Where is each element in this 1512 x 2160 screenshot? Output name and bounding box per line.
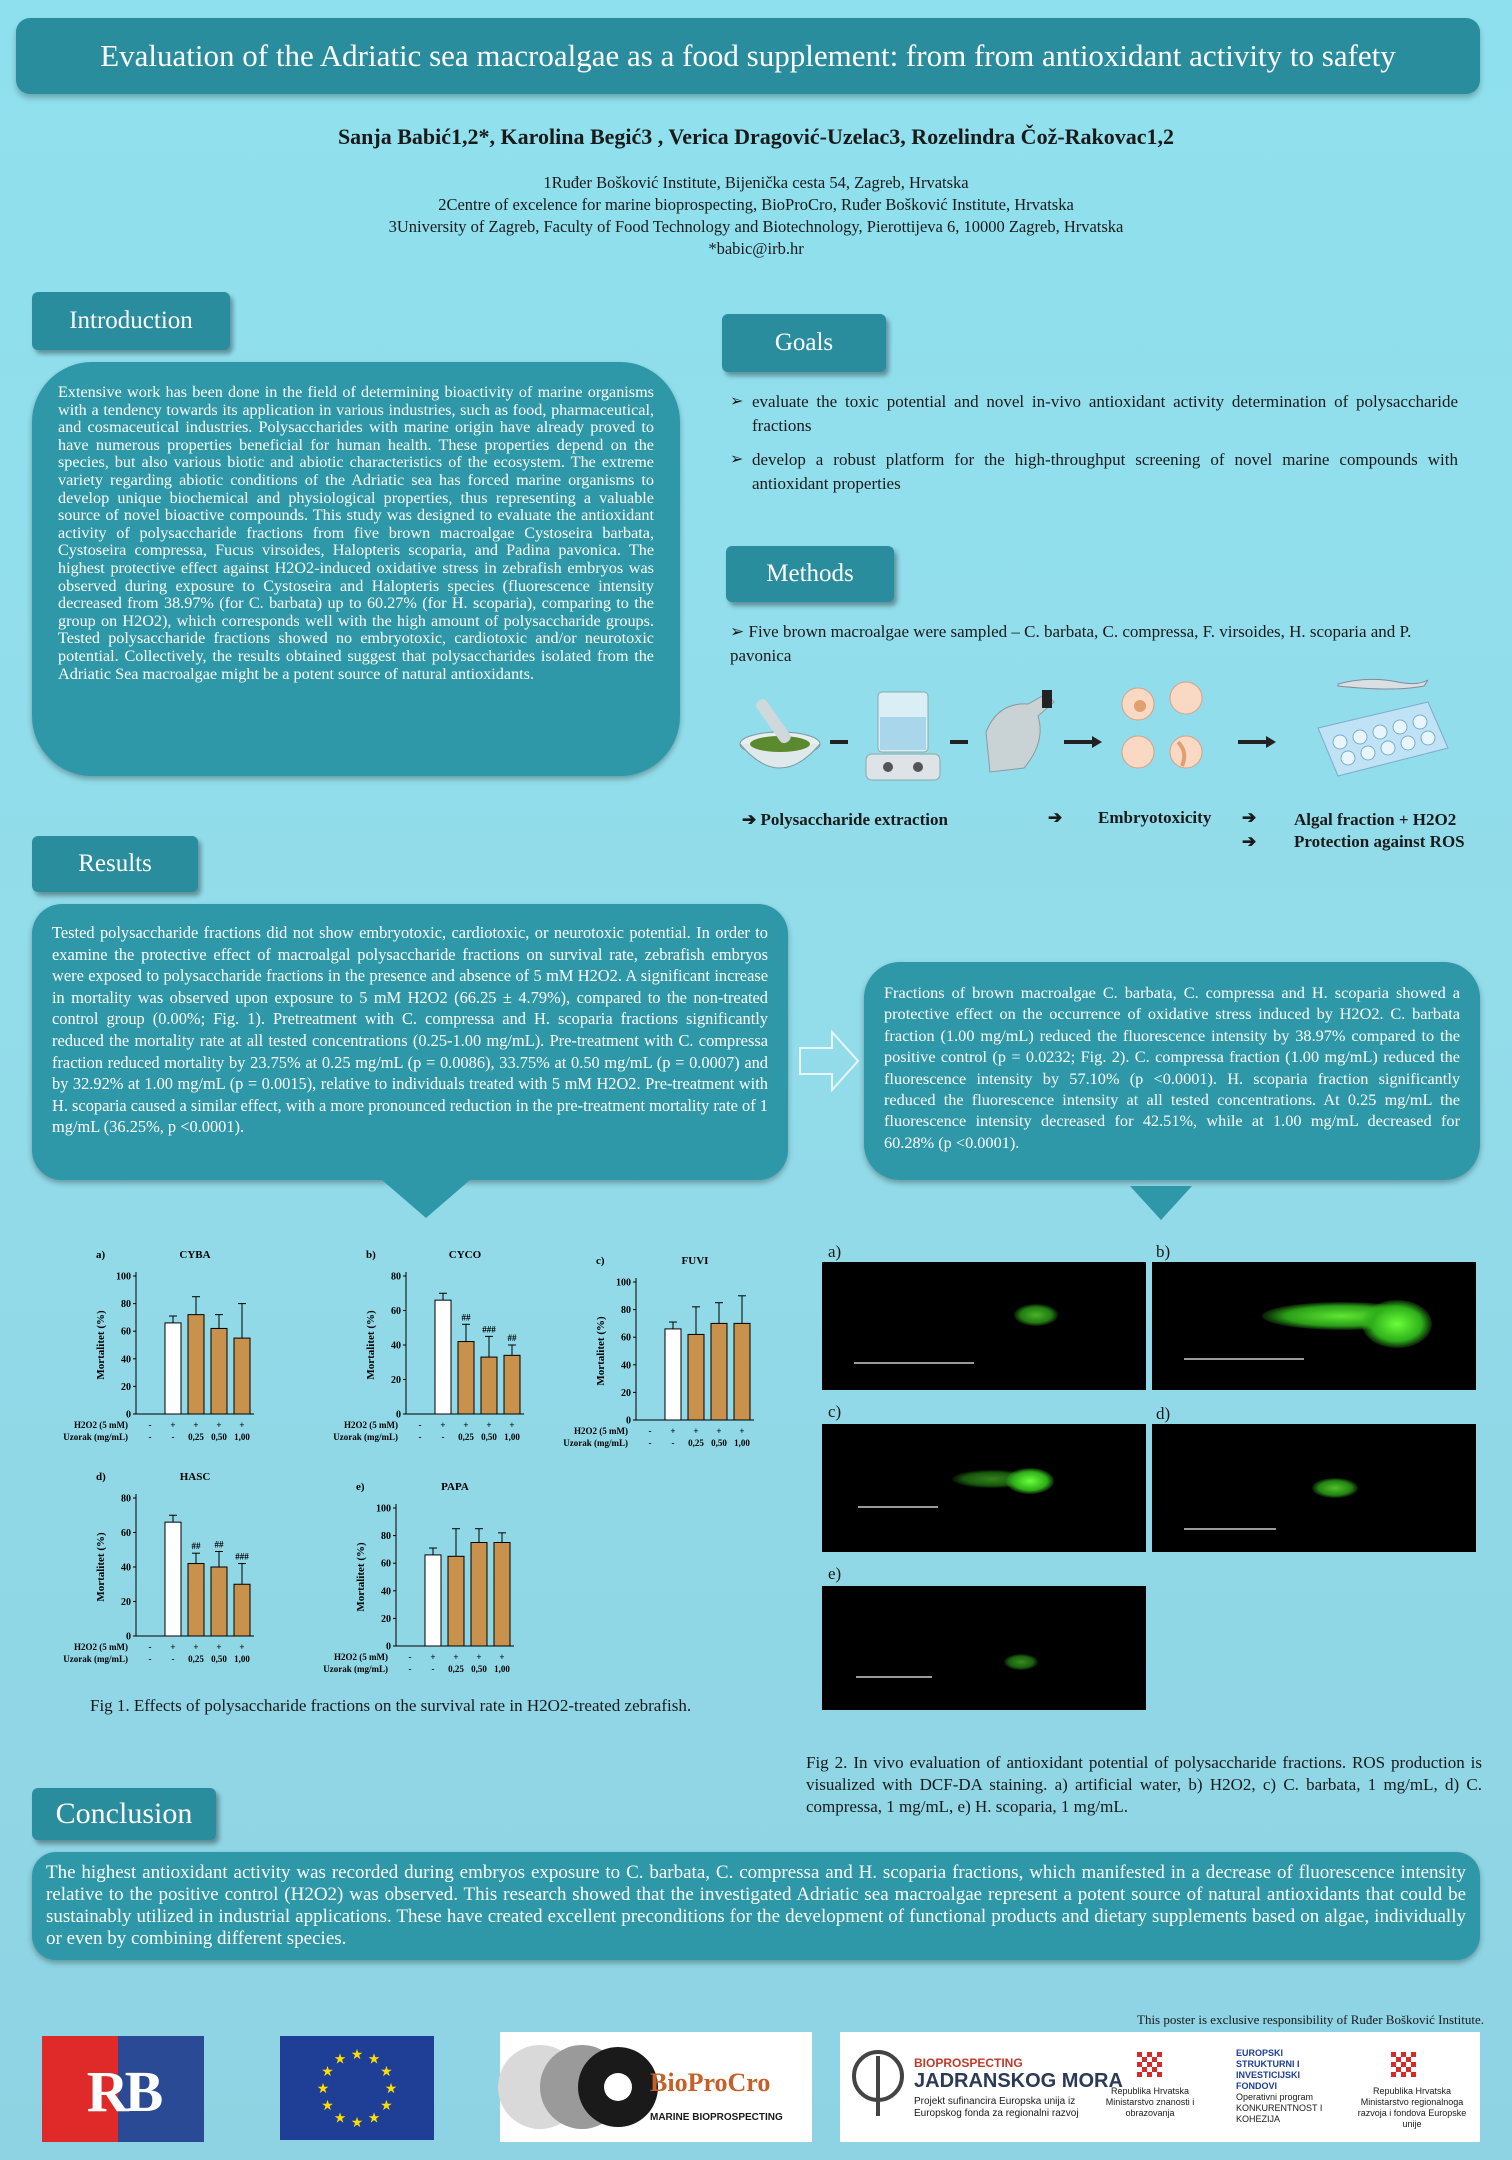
stirrer-icon (866, 692, 940, 780)
checker-square (1157, 2067, 1162, 2072)
eu-star-icon: ★ (380, 2099, 393, 2114)
significance-label: ## (191, 1541, 201, 1552)
right-arrow-icon (798, 1030, 860, 1092)
significance-label: ### (482, 1324, 496, 1335)
row2-value: 0,25 (458, 1432, 474, 1442)
row1-value: + (670, 1426, 676, 1436)
row2-value: 1,00 (504, 1432, 520, 1442)
fluorescence-signal (1006, 1468, 1054, 1494)
checker-square (1401, 2072, 1406, 2077)
row1-value: + (216, 1642, 222, 1652)
checker-square (1396, 2062, 1401, 2067)
row1-value: + (499, 1652, 505, 1662)
footer-note: This poster is exclusive responsibility of Ruđer Bošković Institute. (1137, 2012, 1484, 2027)
bar (471, 1543, 487, 1647)
conclusion-heading: Conclusion (32, 1788, 216, 1840)
fluorescence-signal (1004, 1654, 1038, 1670)
bar (425, 1555, 441, 1646)
checker-square (1137, 2072, 1142, 2077)
checker-square (1147, 2057, 1152, 2062)
y-tick-label: 60 (621, 1332, 631, 1344)
y-tick-label: 60 (381, 1558, 391, 1570)
checker-square (1396, 2057, 1401, 2062)
checker-square (1401, 2062, 1406, 2067)
y-tick-label: 80 (121, 1299, 131, 1311)
bar (734, 1323, 750, 1420)
affiliation-1: 1Ruđer Bošković Institute, Bijenička cesta 54, Zagreb, Hrvatska (543, 173, 969, 192)
esif-label: EUROPSKI STRUKTURNI I INVESTICIJSKI FONDOVI (1236, 2048, 1301, 2091)
checker-square (1401, 2057, 1406, 2062)
row1-value: + (170, 1420, 176, 1430)
y-tick-label: 0 (396, 1409, 401, 1421)
fig1-charts (40, 1236, 810, 1674)
row1-value: + (476, 1652, 482, 1662)
row2-value: 0,25 (188, 1654, 204, 1664)
row2-value: 0,50 (471, 1664, 487, 1674)
checker-square (1411, 2057, 1416, 2062)
mortar-icon (740, 697, 820, 768)
scale-bar (854, 1362, 974, 1364)
fig2-image-c (822, 1424, 1146, 1552)
fig1-svg (40, 1236, 810, 1674)
row2-value: 1,00 (494, 1664, 510, 1674)
row1-value: + (193, 1642, 199, 1652)
row1-value: + (716, 1426, 722, 1436)
fig2-label-e: e) (828, 1564, 842, 1583)
bar (234, 1338, 250, 1414)
chart-title: CYBA (179, 1249, 211, 1261)
eu-star-icon: ★ (333, 2111, 347, 2127)
checker-square (1147, 2062, 1152, 2067)
row1-value: + (239, 1642, 245, 1652)
eu-flag-logo (280, 2036, 434, 2140)
row1-value: - (408, 1652, 412, 1662)
y-tick-label: 100 (616, 1277, 631, 1289)
checker-square (1147, 2052, 1152, 2057)
row2-value: 0,50 (711, 1438, 727, 1448)
goal-item-1: ➢ evaluate the toxic potential and novel in-vivo antioxidant activity determination of polysaccharide fractions (730, 390, 1458, 438)
checker-square (1396, 2072, 1401, 2077)
y-tick-label: 20 (121, 1597, 131, 1608)
bar (481, 1357, 497, 1414)
significance-label: ### (235, 1551, 249, 1562)
y-tick-label: 80 (621, 1305, 631, 1317)
method-step-protection: Protection against ROS (1294, 832, 1465, 851)
chart-ylabel: Mortalitet (%) (595, 1316, 607, 1386)
row2-value: - (671, 1438, 675, 1448)
fluorescence-signal (1312, 1478, 1358, 1498)
y-tick-label: 0 (626, 1415, 631, 1427)
eu-star-icon: ★ (367, 2052, 381, 2068)
significance-label: ## (507, 1333, 517, 1343)
row1-value: + (486, 1420, 492, 1430)
row1-value: + (739, 1426, 745, 1436)
checker-square (1401, 2067, 1406, 2072)
y-tick-label: 40 (391, 1340, 401, 1352)
results-left-text: Tested polysaccharide fractions did not show embryotoxic, cardiotoxic, or neurotoxic potential. In order to examine the protective effect of macroalgal polysaccharide fractions on survival rate, zebrafish embryos were exposed to polysaccharide fractions in the presence and absence of 5 mM H2O2. A significant increase in mortality was observed upon exposure to 5 mM H2O2 (66.25 ± 4.79%), compared to the non-treated control group (0.00%; Fig. 1). Pretreatment with C. compressa and H. scoparia fractions significantly reduced the mortality rate at all tested concentrations (0.25-1.00 mg/mL). Pre-treatment with C. compressa fraction reduced mortality by 23.75% at 0.25 mg/mL (p = 0.0086), 33.75% at 0.50 mg/mL (p = 0.0007) and by 32.92% at 1.00 mg/mL (p = 0.0015), relative to individuals treated with 5 mM H2O2. Pre-treatment with H. scoparia caused a similar effect, with a more pronounced reduction in the pre-treatment mortality rate of 1 mg/mL (36.25%, p <0.0001). (52, 923, 768, 1137)
row1-value: + (693, 1426, 699, 1436)
checker-square (1142, 2057, 1147, 2062)
well-plate-icon (1318, 679, 1448, 776)
y-tick-label: 80 (391, 1271, 401, 1283)
y-tick-label: 60 (121, 1326, 131, 1338)
row2-value: 0,50 (481, 1432, 497, 1442)
row2-value: - (431, 1664, 435, 1674)
row2-value: - (441, 1432, 445, 1442)
rb-logo (42, 2036, 204, 2142)
bar (504, 1355, 520, 1414)
y-tick-label: 80 (121, 1493, 131, 1505)
jm-title-2: JADRANSKOG MORA (914, 2070, 1123, 2092)
partner-logos (840, 2032, 1480, 2142)
bar (665, 1329, 681, 1420)
bar (188, 1315, 204, 1414)
chart-ylabel: Mortalitet (%) (95, 1310, 107, 1380)
row2-label: Uzorak (mg/mL) (563, 1438, 628, 1448)
row2-value: - (148, 1432, 152, 1442)
goals-heading: Goals (722, 314, 886, 372)
method-step-algal-fraction: Algal fraction + H2O2 (1294, 810, 1457, 829)
fig2-label-a: a) (828, 1242, 842, 1261)
row1-value: - (418, 1420, 422, 1430)
jm-title-1: BIOPROSPECTING (914, 2056, 1023, 2070)
eu-star-icon: ★ (367, 2111, 381, 2127)
checker-square (1406, 2062, 1411, 2067)
method-step-extraction: ➔ Polysaccharide extraction (742, 810, 948, 829)
checker-square (1401, 2052, 1406, 2057)
row2-label: Uzorak (mg/mL) (63, 1654, 128, 1664)
eu-star-icon: ★ (380, 2065, 393, 2080)
checker-square (1411, 2067, 1416, 2072)
row1-label: H2O2 (5 mM) (344, 1420, 398, 1430)
y-tick-label: 20 (381, 1613, 391, 1625)
row2-value: - (171, 1432, 175, 1442)
chart-panel-label: e) (356, 1481, 365, 1493)
checker-square (1142, 2052, 1147, 2057)
fig2-caption: Fig 2. In vivo evaluation of antioxidant potential of polysaccharide fractions. ROS production is visualized with DCF-DA staining. a) artificial water, b) H2O2, c) C. barbata, 1 mg/mL, d) C. compressa, 1 mg/mL, e) H. scoparia, 1 mg/mL. (806, 1753, 1482, 1816)
affiliations (0, 172, 1512, 260)
row1-value: + (216, 1420, 222, 1430)
down-arrow-icon-2 (1130, 1182, 1192, 1222)
y-tick-label: 40 (121, 1562, 131, 1574)
chart-title: HASC (179, 1471, 211, 1483)
row2-value: 0,50 (211, 1654, 227, 1664)
y-tick-label: 100 (376, 1503, 391, 1515)
chart-panel-label: c) (596, 1255, 605, 1267)
fig2-label-c: c) (828, 1402, 842, 1421)
row1-label: H2O2 (5 mM) (574, 1426, 628, 1436)
y-tick-label: 40 (381, 1586, 391, 1598)
checker-square (1142, 2067, 1147, 2072)
bioprocro-title: BioProCro (650, 2068, 771, 2097)
fig2-label-b: b) (1156, 1242, 1171, 1261)
y-tick-label: 0 (126, 1409, 131, 1421)
rb-logo-text: RB (86, 2059, 160, 2124)
y-tick-label: 60 (391, 1306, 401, 1317)
row1-value: + (440, 1420, 446, 1430)
y-tick-label: 40 (121, 1354, 131, 1366)
introduction-text: Extensive work has been done in the field of determining bioactivity of marine organisms with a tendency towards its application in various industries, such as food, pharmaceutical, and cosmaceutical industries. Polysaccharides with marine origin have already proved to have numerous properties beneficial for human health. These properties depend on the species, but also various biotic and abiotic characteristics of the ecosystem. The extreme variety regarding abiotic conditions of the Adriatic sea has forced marine organisms to develop unique biochemical and physiological properties, thus representing a valuable source of novel bioactive compounds. This study was designed to evaluate the antioxidant activity of polysaccharide fractions from five brown macroalgae Cystoseira barbata, Cystoseira compressa, Fucus virsoides, Halopteris scoparia, and Padina pavonica. The highest protective effect against H2O2-induced oxidative stress in zebrafish embryos was observed during exposure to Cystoseira and Halopteris species (fluorescence intensity decreased from 38.97% (for C. barbata) up to 60.27% (for H. scoparia), comparing to the group on H2O2), which corresponds well with the high amount of polysaccharide groups. Tested polysaccharide fractions showed no embryotoxic, cardiotoxic and/or neurotoxic potential. Collectively, the results obtained suggest that polysaccharides isolated from the Adriatic Sea macroalgae might be a potent source of natural antioxidants. (58, 383, 654, 683)
y-tick-label: 80 (381, 1531, 391, 1543)
checker-square (1152, 2067, 1157, 2072)
fig2-image-d (1152, 1424, 1476, 1552)
row2-value: 1,00 (234, 1432, 250, 1442)
rh-ministry-2: Republika Hrvatska Ministarstvo regionalnoga razvoja i fondova Europske unije (1357, 2086, 1467, 2129)
y-tick-label: 0 (126, 1631, 131, 1643)
bar (211, 1328, 227, 1414)
checker-square (1396, 2067, 1401, 2072)
bar (448, 1556, 464, 1646)
goals-list (730, 390, 1458, 506)
eu-star-icon: ★ (316, 2082, 330, 2097)
conclusion-box (32, 1852, 1480, 1960)
row1-value: + (453, 1652, 459, 1662)
chart-title: CYCO (448, 1249, 482, 1261)
y-tick-label: 20 (121, 1381, 131, 1393)
chart-ylabel: Mortalitet (%) (365, 1310, 377, 1380)
opkk-label: Operativni program KONKURENTNOST I KOHEZIJA (1236, 2092, 1323, 2124)
checker-square (1142, 2072, 1147, 2077)
method-arrow-3: ➔ (1242, 832, 1257, 851)
croatia-coat-icon-2 (1388, 2046, 1418, 2080)
poster-title: Evaluation of the Adriatic sea macroalgae as a food supplement: from from antioxidant activity to safety (16, 18, 1480, 94)
gloved-hand-icon (986, 690, 1054, 772)
row2-value: 0,25 (688, 1438, 704, 1448)
row2-value: 1,00 (734, 1438, 750, 1448)
checker-square (1411, 2062, 1416, 2067)
row1-value: + (430, 1652, 436, 1662)
scale-bar (858, 1506, 938, 1508)
embryos-icon (1122, 682, 1202, 768)
results-right-box (864, 962, 1480, 1180)
row2-value: 0,50 (211, 1432, 227, 1442)
fig1-caption: Fig 1. Effects of polysaccharide fractions on the survival rate in H2O2-treated zebrafish. (90, 1696, 692, 1715)
bioprocro-circles-icon (500, 2032, 650, 2142)
affiliation-2: 2Centre of excelence for marine bioprospecting, BioProCro, Ruđer Bošković Institute, Hrvatska (438, 195, 1074, 214)
checker-square (1157, 2062, 1162, 2067)
fig2-image-e (822, 1586, 1146, 1710)
y-tick-label: 20 (391, 1375, 401, 1386)
row1-value: + (193, 1420, 199, 1430)
results-heading: Results (32, 836, 198, 892)
checker-square (1152, 2057, 1157, 2062)
fig2-image-a (822, 1262, 1146, 1390)
row2-value: 1,00 (234, 1654, 250, 1664)
chart-panel-label: a) (96, 1249, 106, 1261)
checker-square (1396, 2052, 1401, 2057)
checker-square (1137, 2057, 1142, 2062)
row1-label: H2O2 (5 mM) (74, 1642, 128, 1652)
bar (234, 1584, 250, 1636)
scale-bar (856, 1676, 932, 1678)
row2-value: - (408, 1664, 412, 1674)
row1-value: + (239, 1420, 245, 1430)
affiliation-3: 3University of Zagreb, Faculty of Food Technology and Biotechnology, Pierottijeva 6, 10000 Zagreb, Hrvatska (388, 217, 1124, 236)
row2-value: - (148, 1654, 152, 1664)
checker-square (1406, 2067, 1411, 2072)
checker-square (1137, 2067, 1142, 2072)
bar (165, 1522, 181, 1636)
checker-square (1152, 2052, 1157, 2057)
magnifier-icon (848, 2046, 908, 2126)
chart-ylabel: Mortalitet (%) (95, 1532, 107, 1602)
y-tick-label: 60 (121, 1528, 131, 1539)
checker-square (1406, 2057, 1411, 2062)
fig2-label-d: d) (1156, 1404, 1171, 1423)
y-tick-label: 40 (621, 1360, 631, 1372)
row2-value: 0,25 (188, 1432, 204, 1442)
chart-title: PAPA (441, 1481, 469, 1493)
fluorescence-signal (1362, 1300, 1432, 1348)
bar (211, 1567, 227, 1636)
row1-value: - (148, 1642, 152, 1652)
croatia-coat-icon (1134, 2046, 1164, 2080)
bar (711, 1323, 727, 1420)
method-arrow-2: ➔ (1242, 808, 1257, 827)
contact-email: *babic@irb.hr (708, 239, 804, 258)
chart-title: FUVI (681, 1255, 709, 1267)
methods-text: ➢ Five brown macroalgae were sampled – C. barbata, C. compressa, F. virsoides, H. scoparia and P. pavonica (730, 622, 1412, 665)
row2-value: - (648, 1438, 652, 1448)
row1-value: + (463, 1420, 469, 1430)
row1-value: + (509, 1420, 515, 1430)
chart-panel-label: d) (96, 1471, 106, 1483)
checker-square (1411, 2072, 1416, 2077)
conclusion-text: The highest antioxidant activity was recorded during embryos exposure to C. barbata, C. compressa and H. scoparia fractions, which manifested in a decrease of fluorescence intensity relative to the positive control (H2O2) was observed. This research showed that the investigated Adriatic sea macroalgae represent a potent source of natural antioxidants that could be sustainably utilized in industrial applications. These have created excellent preconditions for the development of functional products and dietary supplements based on algae, individually or even by combining different species. (46, 1862, 1466, 1949)
checker-square (1391, 2057, 1396, 2062)
eu-stars-icon (280, 2036, 434, 2140)
bar (494, 1543, 510, 1647)
row2-label: Uzorak (mg/mL) (333, 1432, 398, 1442)
checker-square (1152, 2072, 1157, 2077)
bar (188, 1564, 204, 1636)
checker-square (1157, 2072, 1162, 2077)
bioprocro-logo (500, 2032, 812, 2142)
chart-panel-label: b) (366, 1249, 376, 1261)
chart-ylabel: Mortalitet (%) (355, 1542, 367, 1612)
checker-square (1137, 2062, 1142, 2067)
bar (458, 1342, 474, 1414)
checker-square (1147, 2067, 1152, 2072)
bar (435, 1300, 451, 1414)
fig2-image-b (1152, 1262, 1476, 1390)
checker-square (1142, 2062, 1147, 2067)
scale-bar (1184, 1358, 1304, 1360)
checker-square (1157, 2057, 1162, 2062)
method-step-embryotoxicity: Embryotoxicity (1098, 808, 1212, 827)
checker-square (1157, 2052, 1162, 2057)
y-tick-label: 0 (386, 1641, 391, 1653)
eu-star-icon: ★ (350, 2116, 364, 2131)
eu-star-icon: ★ (350, 2048, 364, 2063)
methods-workflow (728, 672, 1488, 792)
checker-square (1391, 2062, 1396, 2067)
row1-value: + (170, 1642, 176, 1652)
checker-square (1411, 2052, 1416, 2057)
scale-bar (1184, 1528, 1276, 1530)
checker-square (1152, 2062, 1157, 2067)
bioprocro-subtitle: MARINE BIOPROSPECTING (650, 2112, 783, 2123)
eu-star-icon: ★ (321, 2099, 334, 2114)
jm-subtitle: Projekt sufinancira Europska unija iz Europskog fonda za regionalni razvoj (914, 2096, 1079, 2119)
row2-value: - (418, 1432, 422, 1442)
bar (688, 1334, 704, 1420)
eu-star-icon: ★ (321, 2065, 334, 2080)
goal-item-2: ➢ develop a robust platform for the high-throughput screening of novel marine compounds with antioxidant properties (730, 448, 1458, 496)
bar (165, 1323, 181, 1414)
methods-heading: Methods (726, 546, 894, 602)
row2-label: Uzorak (mg/mL) (323, 1664, 388, 1674)
row1-label: H2O2 (5 mM) (74, 1420, 128, 1430)
checker-square (1391, 2067, 1396, 2072)
fluorescence-signal (1014, 1304, 1058, 1326)
authors: Sanja Babić1,2*, Karolina Begić3 , Verica Dragović-Uzelac3, Rozelindra Čož-Rakovac1,2 (337, 124, 1175, 149)
row2-value: - (171, 1654, 175, 1664)
workflow-illustration (728, 672, 1488, 792)
results-left-box (32, 904, 788, 1180)
introduction-box (32, 362, 680, 776)
method-arrow-1: ➔ (1048, 808, 1063, 827)
row1-value: - (648, 1426, 652, 1436)
results-right-text: Fractions of brown macroalgae C. barbata, C. compressa and H. scoparia showed a protective effect on the occurrence of oxidative stress induced by H2O2. C. barbata fraction (1.00 mg/mL) reduced the fluorescence intensity by 38.97% compared to the positive control (p = 0.0232; Fig. 2). C. compressa fraction (1.00 mg/mL) reduced the fluorescence intensity by 57.10% (p <0.0001). H. scoparia fraction significantly reduced the fluorescence intensity at all tested concentrations. At 0.25 mg/mL the fluorescence intensity decreased for 42.51%, while at 1.00 mg/mL decreased for 60.28% (p <0.0001). (884, 983, 1460, 1152)
checker-square (1391, 2052, 1396, 2057)
row2-label: Uzorak (mg/mL) (63, 1432, 128, 1442)
checker-square (1391, 2072, 1396, 2077)
significance-label: ## (214, 1539, 224, 1550)
down-arrow-icon (382, 1180, 470, 1218)
rh-ministry-1: Republika Hrvatska Ministarstvo znanosti i obrazovanja (1105, 2086, 1195, 2118)
y-tick-label: 100 (116, 1271, 131, 1283)
y-tick-label: 20 (621, 1387, 631, 1399)
eu-star-icon: ★ (333, 2052, 347, 2068)
checker-square (1147, 2072, 1152, 2077)
introduction-heading: Introduction (32, 292, 230, 350)
checker-square (1406, 2072, 1411, 2077)
checker-square (1406, 2052, 1411, 2057)
row1-value: - (148, 1420, 152, 1430)
significance-label: ## (461, 1312, 471, 1323)
checker-square (1137, 2052, 1142, 2057)
row1-label: H2O2 (5 mM) (334, 1652, 388, 1662)
eu-star-icon: ★ (384, 2082, 398, 2097)
row2-value: 0,25 (448, 1664, 464, 1674)
